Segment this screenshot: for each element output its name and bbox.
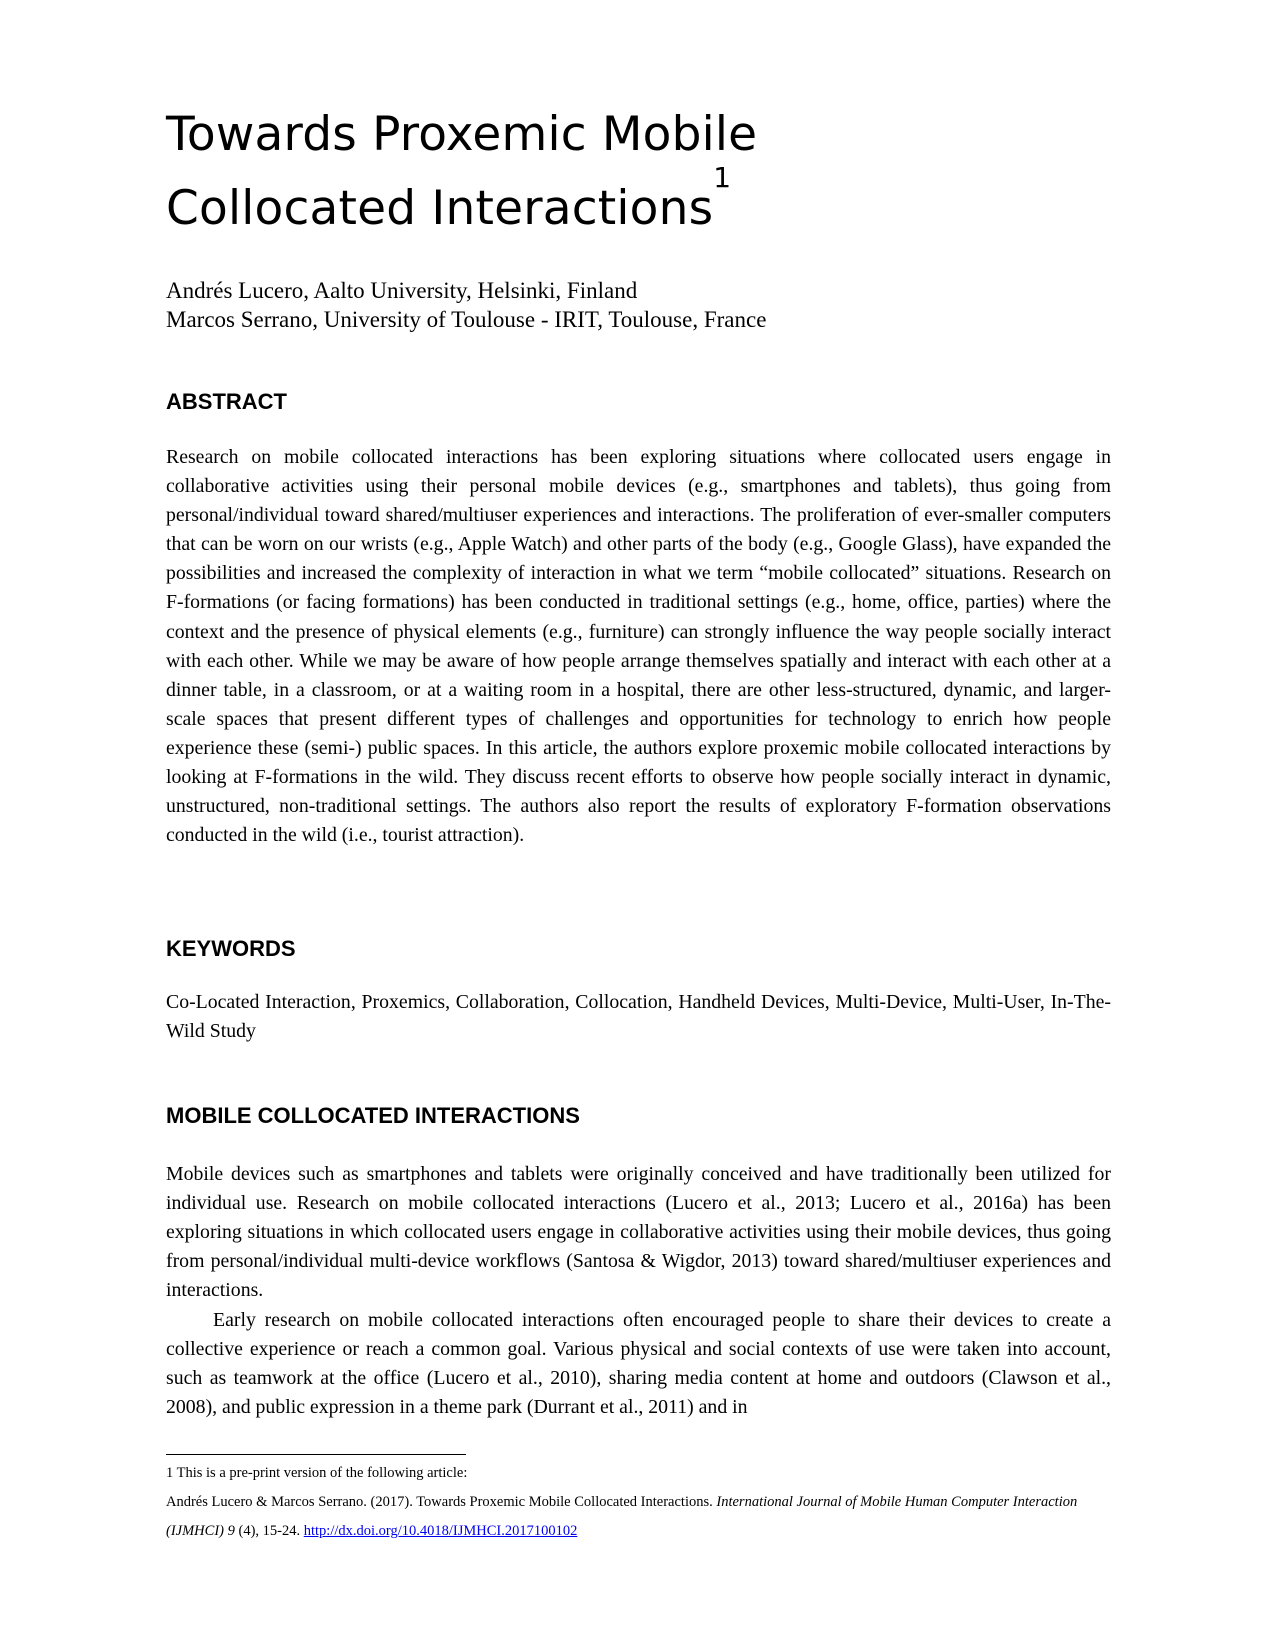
- author-1: Andrés Lucero, Aalto University, Helsinki, Finland: [166, 278, 638, 303]
- title-line-1: Towards Proxemic Mobile: [166, 107, 758, 162]
- footnote-issue-pages: (4), 15-24.: [234, 1523, 304, 1539]
- section-heading: MOBILE COLLOCATED INTERACTIONS: [166, 1103, 580, 1128]
- footnote-citation-text: Andrés Lucero & Marcos Serrano. (2017). Towards Proxemic Mobile Collocated Interactions.: [166, 1494, 717, 1510]
- footnote-divider: [166, 1454, 466, 1455]
- author-2: Marcos Serrano, University of Toulouse - IRIT, Toulouse, France: [166, 307, 767, 332]
- abstract-heading: ABSTRACT: [166, 389, 287, 414]
- section-paragraph-2: Early research on mobile collocated interactions often encouraged people to share their devices to create a collective experience or reach a common goal. Various physical and social contexts of use were taken into account, such as teamwork at the office (Lucero et al., 2010), sharing media content at home and outdoors (Clawson et al., 2008), and public expression in a theme park (Durrant et al., 2011) and in: [166, 1309, 1111, 1419]
- footnote-citation: [166, 1488, 1111, 1546]
- doi-link[interactable]: http://dx.doi.org/10.4018/IJMHCI.2017100102: [303, 1523, 578, 1539]
- keywords-text: Co-Located Interaction, Proxemics, Collaboration, Collocation, Handheld Devices, Multi-Device, Multi-User, In-The-Wild Study: [166, 991, 1111, 1043]
- section-paragraph-1: Mobile devices such as smartphones and tablets were originally conceived and have traditionally been utilized for individual use. Research on mobile collocated interactions (Lucero et al., 2013; Lucero et al., 2016a) has been exploring situations in which collocated users engage in collaborative activities using their mobile devices, thus going from personal/individual multi-device workflows (Santosa & Wigdor, 2013) toward shared/multiuser experiences and interactions.: [166, 1163, 1111, 1302]
- paper-page: [166, 0, 1111, 1650]
- keywords-heading: KEYWORDS: [166, 936, 296, 961]
- title-footnote-mark[interactable]: 1: [713, 161, 732, 194]
- paper-title: [166, 98, 1111, 246]
- footnote-line-1: 1 This is a pre-print version of the following article:: [166, 1465, 468, 1481]
- abstract-text: Research on mobile collocated interactions has been exploring situations where collocated users engage in collaborative activities using their personal mobile devices (e.g., smartphones and tablets), thus going from personal/individual toward shared/multiuser experiences and interactions. The proliferation of ever-smaller computers that can be worn on our wrists (e.g., Apple Watch) and other parts of the body (e.g., Google Glass), have expanded the possibilities and increased the complexity of interaction in what we term “mobile collocated” situations. Research on F-formations (or facing formations) has been conducted in traditional settings (e.g., home, office, parties) where the context and the presence of physical elements (e.g., furniture) can strongly influence the way people socially interact with each other. While we may be aware of how people arrange themselves spatially and interact with each other at a dinner table, in a classroom, or at a waiting room in a hospital, there are other less-structured, dynamic, and larger-scale spaces that present different types of challenges and opportunities for technology to enrich how people experience these (semi-) public spaces. In this article, the authors explore proxemic mobile collocated interactions by looking at F-formations in the wild. They discuss recent efforts to observe how people socially interact in dynamic, unstructured, non-traditional settings. The authors also report the results of exploratory F-formation observations conducted in the wild (i.e., tourist attraction).: [166, 446, 1111, 847]
- title-line-2: Collocated Interactions: [166, 181, 714, 236]
- author-list: [166, 276, 766, 334]
- footnote-journal: International Journal of Mobile Human Computer Interaction (IJMHCI) 9: [166, 1494, 1078, 1539]
